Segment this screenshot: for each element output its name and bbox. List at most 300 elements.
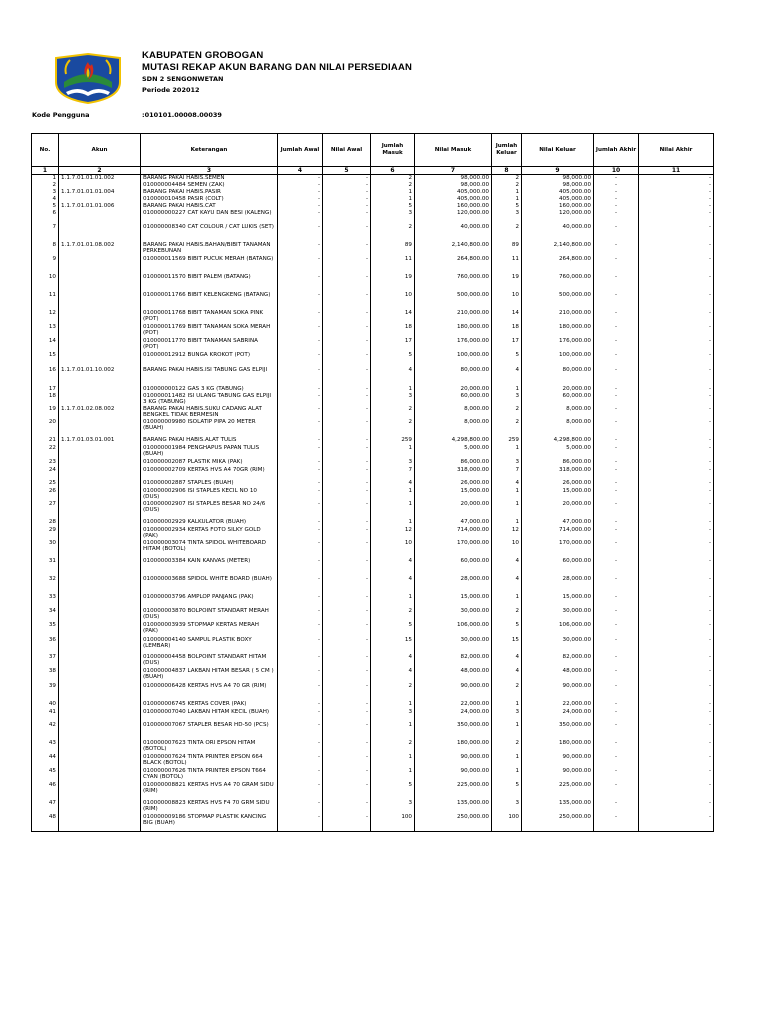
cell-jumlah-akhir: -: [594, 324, 639, 338]
table-row: [32, 256, 714, 274]
cell-row-number: 16: [32, 367, 59, 386]
cell-nilai-masuk: 90,000.00: [415, 754, 492, 768]
cell-nilai-keluar: 24,000.00: [522, 709, 594, 722]
cell-nilai-akhir: -: [639, 722, 714, 740]
cell-nilai-akhir: -: [639, 224, 714, 242]
report-header: [142, 50, 412, 96]
cell-nilai-akhir: -: [639, 622, 714, 637]
cell-jumlah-awal: -: [278, 594, 323, 608]
cell-nilai-awal: -: [323, 527, 371, 540]
cell-jumlah-awal: -: [278, 352, 323, 367]
cell-row-number: 47: [32, 800, 59, 814]
cell-jumlah-keluar: 19: [492, 274, 522, 292]
cell-jumlah-akhir: -: [594, 189, 639, 196]
cell-jumlah-akhir: -: [594, 709, 639, 722]
cell-jumlah-masuk: 3: [371, 393, 415, 406]
cell-jumlah-akhir: -: [594, 782, 639, 800]
cell-nilai-awal: -: [323, 196, 371, 203]
cell-jumlah-keluar: 5: [492, 352, 522, 367]
table-row: [32, 224, 714, 242]
cell-jumlah-awal: -: [278, 242, 323, 256]
cell-jumlah-awal: -: [278, 338, 323, 352]
cell-nilai-keluar: 90,000.00: [522, 754, 594, 768]
col-number: 5: [323, 167, 371, 175]
cell-keterangan: 010000011570 BIBIT PALEM (BATANG): [141, 274, 278, 292]
cell-jumlah-akhir: -: [594, 480, 639, 488]
cell-jumlah-awal: -: [278, 274, 323, 292]
cell-jumlah-masuk: 2: [371, 419, 415, 437]
cell-akun-code: [59, 386, 141, 393]
cell-row-number: 43: [32, 740, 59, 754]
cell-nilai-awal: -: [323, 393, 371, 406]
cell-nilai-akhir: -: [639, 256, 714, 274]
cell-row-number: 20: [32, 419, 59, 437]
cell-akun-code: [59, 782, 141, 800]
cell-akun-code: 1.1.7.01.02.08.002: [59, 406, 141, 419]
cell-jumlah-awal: -: [278, 367, 323, 386]
cell-jumlah-akhir: -: [594, 608, 639, 622]
table-row: [32, 274, 714, 292]
cell-jumlah-akhir: -: [594, 459, 639, 467]
col-number: 1: [32, 167, 59, 175]
cell-jumlah-akhir: -: [594, 768, 639, 782]
cell-nilai-keluar: 20,000.00: [522, 386, 594, 393]
cell-jumlah-akhir: -: [594, 814, 639, 832]
cell-nilai-akhir: -: [639, 242, 714, 256]
cell-keterangan: 010000008821 KERTAS HVS A4 70 GRAM SIDU (RIM): [141, 782, 278, 800]
cell-jumlah-masuk: 2: [371, 683, 415, 701]
cell-keterangan: 010000008340 CAT COLOUR / CAT LUKIS (SET): [141, 224, 278, 242]
cell-keterangan: 010000012912 BUNGA KROKOT (POT): [141, 352, 278, 367]
cell-akun-code: [59, 558, 141, 576]
cell-nilai-awal: -: [323, 800, 371, 814]
cell-nilai-masuk: 120,000.00: [415, 210, 492, 224]
cell-nilai-keluar: 135,000.00: [522, 800, 594, 814]
cell-akun-code: [59, 800, 141, 814]
col-number: 7: [415, 167, 492, 175]
cell-nilai-awal: -: [323, 782, 371, 800]
cell-nilai-awal: -: [323, 576, 371, 594]
cell-nilai-keluar: 170,000.00: [522, 540, 594, 558]
table-row: [32, 242, 714, 256]
table-row: [32, 196, 714, 203]
cell-jumlah-masuk: 5: [371, 622, 415, 637]
cell-row-number: 35: [32, 622, 59, 637]
cell-nilai-akhir: -: [639, 196, 714, 203]
cell-jumlah-keluar: 1: [492, 386, 522, 393]
cell-jumlah-awal: -: [278, 386, 323, 393]
cell-jumlah-akhir: -: [594, 594, 639, 608]
cell-akun-code: 1.1.7.01.03.01.001: [59, 437, 141, 445]
cell-row-number: 15: [32, 352, 59, 367]
cell-keterangan: 010000007040 LAKBAN HITAM KECIL (BUAH): [141, 709, 278, 722]
cell-nilai-awal: -: [323, 519, 371, 527]
cell-nilai-akhir: -: [639, 540, 714, 558]
cell-jumlah-awal: -: [278, 292, 323, 310]
cell-jumlah-awal: -: [278, 488, 323, 501]
col-number: 8: [492, 167, 522, 175]
cell-jumlah-awal: -: [278, 754, 323, 768]
cell-keterangan: 010000002906 ISI STAPLES KECIL NO 10 (DUS): [141, 488, 278, 501]
cell-jumlah-awal: -: [278, 459, 323, 467]
cell-nilai-masuk: 24,000.00: [415, 709, 492, 722]
cell-jumlah-awal: -: [278, 668, 323, 683]
cell-jumlah-masuk: 4: [371, 668, 415, 683]
cell-row-number: 7: [32, 224, 59, 242]
cell-nilai-awal: -: [323, 722, 371, 740]
cell-nilai-akhir: -: [639, 386, 714, 393]
grobogan-regency-emblem-icon: [48, 52, 128, 104]
cell-nilai-keluar: 106,000.00: [522, 622, 594, 637]
table-row: [32, 292, 714, 310]
cell-jumlah-masuk: 2: [371, 740, 415, 754]
cell-nilai-keluar: 120,000.00: [522, 210, 594, 224]
table-row: [32, 406, 714, 419]
cell-keterangan: 010000011768 BIBIT TANAMAN SOKA PINK (POT): [141, 310, 278, 324]
cell-nilai-masuk: 8,000.00: [415, 419, 492, 437]
cell-nilai-awal: -: [323, 338, 371, 352]
cell-akun-code: [59, 654, 141, 668]
cell-row-number: 1: [32, 175, 59, 182]
cell-akun-code: [59, 594, 141, 608]
cell-row-number: 9: [32, 256, 59, 274]
cell-nilai-akhir: -: [639, 210, 714, 224]
cell-jumlah-akhir: -: [594, 203, 639, 210]
cell-jumlah-akhir: -: [594, 800, 639, 814]
cell-nilai-keluar: 30,000.00: [522, 637, 594, 654]
cell-jumlah-keluar: 11: [492, 256, 522, 274]
cell-nilai-akhir: -: [639, 367, 714, 386]
cell-jumlah-masuk: 3: [371, 210, 415, 224]
cell-nilai-keluar: 40,000.00: [522, 224, 594, 242]
cell-nilai-akhir: -: [639, 519, 714, 527]
cell-row-number: 13: [32, 324, 59, 338]
cell-nilai-keluar: 760,000.00: [522, 274, 594, 292]
col-number: 10: [594, 167, 639, 175]
col-header-akun: Akun: [59, 134, 141, 167]
cell-jumlah-keluar: 1: [492, 722, 522, 740]
cell-jumlah-awal: -: [278, 310, 323, 324]
cell-jumlah-akhir: -: [594, 256, 639, 274]
cell-jumlah-akhir: -: [594, 754, 639, 768]
cell-nilai-awal: -: [323, 637, 371, 654]
cell-nilai-akhir: -: [639, 709, 714, 722]
cell-nilai-masuk: 106,000.00: [415, 622, 492, 637]
cell-jumlah-masuk: 10: [371, 292, 415, 310]
cell-jumlah-akhir: -: [594, 445, 639, 459]
cell-row-number: 31: [32, 558, 59, 576]
cell-akun-code: [59, 701, 141, 709]
cell-jumlah-masuk: 2: [371, 182, 415, 189]
cell-nilai-keluar: 20,000.00: [522, 501, 594, 519]
cell-nilai-keluar: 48,000.00: [522, 668, 594, 683]
cell-akun-code: [59, 338, 141, 352]
cell-nilai-masuk: 760,000.00: [415, 274, 492, 292]
cell-nilai-awal: -: [323, 768, 371, 782]
cell-nilai-masuk: 30,000.00: [415, 637, 492, 654]
cell-jumlah-masuk: 1: [371, 488, 415, 501]
cell-row-number: 46: [32, 782, 59, 800]
cell-nilai-masuk: 250,000.00: [415, 814, 492, 832]
cell-akun-code: [59, 292, 141, 310]
cell-nilai-akhir: -: [639, 437, 714, 445]
cell-jumlah-akhir: -: [594, 310, 639, 324]
cell-jumlah-masuk: 12: [371, 527, 415, 540]
cell-keterangan: 010000004140 SAMPUL PLASTIK BOXY (LEMBAR): [141, 637, 278, 654]
table-row: [32, 488, 714, 501]
cell-keterangan: 010000003074 TINTA SPIDOL WHITEBOARD HITAM (BOTOL): [141, 540, 278, 558]
cell-nilai-masuk: 28,000.00: [415, 576, 492, 594]
cell-jumlah-akhir: -: [594, 540, 639, 558]
cell-akun-code: [59, 527, 141, 540]
cell-nilai-masuk: 80,000.00: [415, 367, 492, 386]
inventory-table: [31, 133, 714, 832]
cell-nilai-keluar: 318,000.00: [522, 467, 594, 480]
cell-jumlah-akhir: -: [594, 722, 639, 740]
cell-nilai-akhir: -: [639, 338, 714, 352]
cell-jumlah-masuk: 3: [371, 800, 415, 814]
cell-jumlah-keluar: 2: [492, 683, 522, 701]
cell-jumlah-akhir: -: [594, 419, 639, 437]
cell-jumlah-akhir: -: [594, 683, 639, 701]
cell-nilai-keluar: 8,000.00: [522, 406, 594, 419]
cell-row-number: 14: [32, 338, 59, 352]
table-row: [32, 501, 714, 519]
cell-nilai-keluar: 98,000.00: [522, 175, 594, 182]
cell-akun-code: [59, 256, 141, 274]
cell-akun-code: [59, 576, 141, 594]
cell-nilai-keluar: 180,000.00: [522, 324, 594, 338]
cell-jumlah-masuk: 18: [371, 324, 415, 338]
cell-row-number: 4: [32, 196, 59, 203]
cell-keterangan: 010000002934 KERTAS FOTO SILKY GOLD (PAK): [141, 527, 278, 540]
cell-nilai-awal: -: [323, 445, 371, 459]
cell-keterangan: 010000000122 GAS 3 KG (TABUNG): [141, 386, 278, 393]
cell-nilai-masuk: 20,000.00: [415, 501, 492, 519]
table-row: [32, 310, 714, 324]
cell-jumlah-masuk: 4: [371, 558, 415, 576]
cell-jumlah-akhir: -: [594, 576, 639, 594]
cell-nilai-keluar: 500,000.00: [522, 292, 594, 310]
cell-nilai-masuk: 4,298,800.00: [415, 437, 492, 445]
cell-row-number: 22: [32, 445, 59, 459]
cell-jumlah-masuk: 1: [371, 594, 415, 608]
cell-jumlah-akhir: -: [594, 701, 639, 709]
cell-akun-code: [59, 352, 141, 367]
cell-jumlah-keluar: 1: [492, 701, 522, 709]
cell-row-number: 30: [32, 540, 59, 558]
col-number: 3: [141, 167, 278, 175]
cell-nilai-masuk: 210,000.00: [415, 310, 492, 324]
cell-nilai-akhir: -: [639, 189, 714, 196]
cell-nilai-awal: -: [323, 654, 371, 668]
cell-jumlah-masuk: 15: [371, 637, 415, 654]
cell-jumlah-masuk: 17: [371, 338, 415, 352]
cell-nilai-akhir: -: [639, 701, 714, 709]
cell-nilai-awal: -: [323, 324, 371, 338]
cell-jumlah-keluar: 1: [492, 501, 522, 519]
cell-jumlah-akhir: -: [594, 175, 639, 182]
cell-jumlah-masuk: 7: [371, 467, 415, 480]
cell-jumlah-awal: -: [278, 608, 323, 622]
cell-keterangan: 010000004458 BOLPOINT STANDART HITAM (DUS): [141, 654, 278, 668]
col-header-nilai-awal: Nilai Awal: [323, 134, 371, 167]
cell-jumlah-keluar: 100: [492, 814, 522, 832]
cell-nilai-akhir: -: [639, 310, 714, 324]
cell-jumlah-masuk: 4: [371, 480, 415, 488]
cell-nilai-akhir: -: [639, 782, 714, 800]
cell-row-number: 26: [32, 488, 59, 501]
cell-akun-code: [59, 324, 141, 338]
cell-akun-code: 1.1.7.01.01.01.004: [59, 189, 141, 196]
cell-nilai-akhir: -: [639, 501, 714, 519]
cell-row-number: 42: [32, 722, 59, 740]
cell-jumlah-keluar: 2: [492, 182, 522, 189]
cell-nilai-awal: -: [323, 189, 371, 196]
cell-jumlah-masuk: 259: [371, 437, 415, 445]
cell-jumlah-masuk: 5: [371, 203, 415, 210]
cell-keterangan: 010000011569 BIBIT PUCUK MERAH (BATANG): [141, 256, 278, 274]
cell-nilai-keluar: 180,000.00: [522, 740, 594, 754]
cell-nilai-masuk: 225,000.00: [415, 782, 492, 800]
cell-akun-code: [59, 519, 141, 527]
cell-nilai-masuk: 82,000.00: [415, 654, 492, 668]
cell-row-number: 28: [32, 519, 59, 527]
cell-jumlah-keluar: 1: [492, 196, 522, 203]
cell-nilai-keluar: 8,000.00: [522, 419, 594, 437]
column-number-row: [32, 167, 714, 175]
cell-jumlah-keluar: 89: [492, 242, 522, 256]
cell-akun-code: [59, 459, 141, 467]
cell-jumlah-keluar: 7: [492, 467, 522, 480]
cell-jumlah-awal: -: [278, 527, 323, 540]
cell-nilai-keluar: 225,000.00: [522, 782, 594, 800]
cell-nilai-awal: -: [323, 242, 371, 256]
cell-keterangan: 010000007623 TINTA ORI EPSON HITAM (BOTOL): [141, 740, 278, 754]
cell-nilai-masuk: 350,000.00: [415, 722, 492, 740]
cell-nilai-keluar: 82,000.00: [522, 654, 594, 668]
col-header-nilai-masuk: Nilai Masuk: [415, 134, 492, 167]
cell-jumlah-awal: -: [278, 224, 323, 242]
cell-jumlah-masuk: 1: [371, 722, 415, 740]
cell-jumlah-masuk: 1: [371, 768, 415, 782]
cell-row-number: 2: [32, 182, 59, 189]
cell-akun-code: 1.1.7.01.01.01.006: [59, 203, 141, 210]
cell-row-number: 3: [32, 189, 59, 196]
cell-jumlah-keluar: 2: [492, 608, 522, 622]
cell-jumlah-akhir: -: [594, 622, 639, 637]
cell-nilai-akhir: -: [639, 558, 714, 576]
cell-jumlah-masuk: 1: [371, 445, 415, 459]
cell-nilai-akhir: -: [639, 406, 714, 419]
cell-nilai-masuk: 86,000.00: [415, 459, 492, 467]
cell-jumlah-masuk: 1: [371, 754, 415, 768]
cell-jumlah-akhir: -: [594, 338, 639, 352]
cell-nilai-keluar: 86,000.00: [522, 459, 594, 467]
table-row: [32, 480, 714, 488]
cell-nilai-masuk: 264,800.00: [415, 256, 492, 274]
cell-nilai-masuk: 48,000.00: [415, 668, 492, 683]
cell-keterangan: 010000011482 ISI ULANG TABUNG GAS ELPIJI 3 KG (TABUNG): [141, 393, 278, 406]
cell-jumlah-masuk: 14: [371, 310, 415, 324]
cell-jumlah-keluar: 1: [492, 189, 522, 196]
cell-akun-code: [59, 480, 141, 488]
cell-jumlah-awal: -: [278, 800, 323, 814]
cell-nilai-keluar: 250,000.00: [522, 814, 594, 832]
cell-akun-code: [59, 467, 141, 480]
cell-nilai-masuk: 5,000.00: [415, 445, 492, 459]
cell-jumlah-akhir: -: [594, 501, 639, 519]
cell-jumlah-keluar: 12: [492, 527, 522, 540]
cell-akun-code: [59, 668, 141, 683]
cell-jumlah-akhir: -: [594, 386, 639, 393]
cell-nilai-keluar: 5,000.00: [522, 445, 594, 459]
cell-nilai-akhir: -: [639, 445, 714, 459]
cell-jumlah-keluar: 4: [492, 367, 522, 386]
cell-nilai-masuk: 90,000.00: [415, 768, 492, 782]
cell-nilai-awal: -: [323, 459, 371, 467]
cell-nilai-masuk: 176,000.00: [415, 338, 492, 352]
table-row: [32, 393, 714, 406]
table-row: [32, 437, 714, 445]
cell-jumlah-akhir: -: [594, 210, 639, 224]
cell-akun-code: [59, 393, 141, 406]
cell-jumlah-akhir: -: [594, 393, 639, 406]
cell-nilai-akhir: -: [639, 352, 714, 367]
cell-keterangan: BARANG PAKAI HABIS.ALAT TULIS: [141, 437, 278, 445]
cell-nilai-akhir: -: [639, 668, 714, 683]
table-row: [32, 445, 714, 459]
cell-row-number: 29: [32, 527, 59, 540]
cell-nilai-akhir: -: [639, 203, 714, 210]
cell-nilai-masuk: 60,000.00: [415, 393, 492, 406]
cell-akun-code: [59, 210, 141, 224]
cell-nilai-keluar: 15,000.00: [522, 488, 594, 501]
cell-row-number: 41: [32, 709, 59, 722]
cell-jumlah-awal: -: [278, 519, 323, 527]
cell-keterangan: 010000004837 LAKBAN HITAM BESAR ( 5 CM ) (BUAH): [141, 668, 278, 683]
table-row: [32, 608, 714, 622]
table-row: [32, 540, 714, 558]
cell-jumlah-akhir: -: [594, 196, 639, 203]
cell-row-number: 27: [32, 501, 59, 519]
kabupaten-title: KABUPATEN GROBOGAN: [142, 50, 264, 61]
cell-nilai-akhir: -: [639, 419, 714, 437]
cell-nilai-awal: -: [323, 467, 371, 480]
cell-nilai-keluar: 60,000.00: [522, 393, 594, 406]
cell-jumlah-keluar: 1: [492, 519, 522, 527]
cell-akun-code: [59, 683, 141, 701]
cell-nilai-keluar: 176,000.00: [522, 338, 594, 352]
cell-akun-code: 1.1.7.01.01.10.002: [59, 367, 141, 386]
cell-nilai-keluar: 405,000.00: [522, 196, 594, 203]
cell-nilai-keluar: 90,000.00: [522, 768, 594, 782]
cell-nilai-awal: -: [323, 701, 371, 709]
cell-nilai-masuk: 405,000.00: [415, 189, 492, 196]
table-row: [32, 683, 714, 701]
cell-jumlah-awal: -: [278, 740, 323, 754]
kode-pengguna-label: Kode Pengguna: [32, 111, 90, 119]
cell-jumlah-masuk: 4: [371, 367, 415, 386]
cell-nilai-keluar: 100,000.00: [522, 352, 594, 367]
table-row: [32, 622, 714, 637]
table-row: [32, 352, 714, 367]
cell-row-number: 18: [32, 393, 59, 406]
table-row: [32, 558, 714, 576]
cell-nilai-awal: -: [323, 709, 371, 722]
school-name: SDN 2 SENGONWETAN: [142, 75, 224, 83]
col-number: 6: [371, 167, 415, 175]
